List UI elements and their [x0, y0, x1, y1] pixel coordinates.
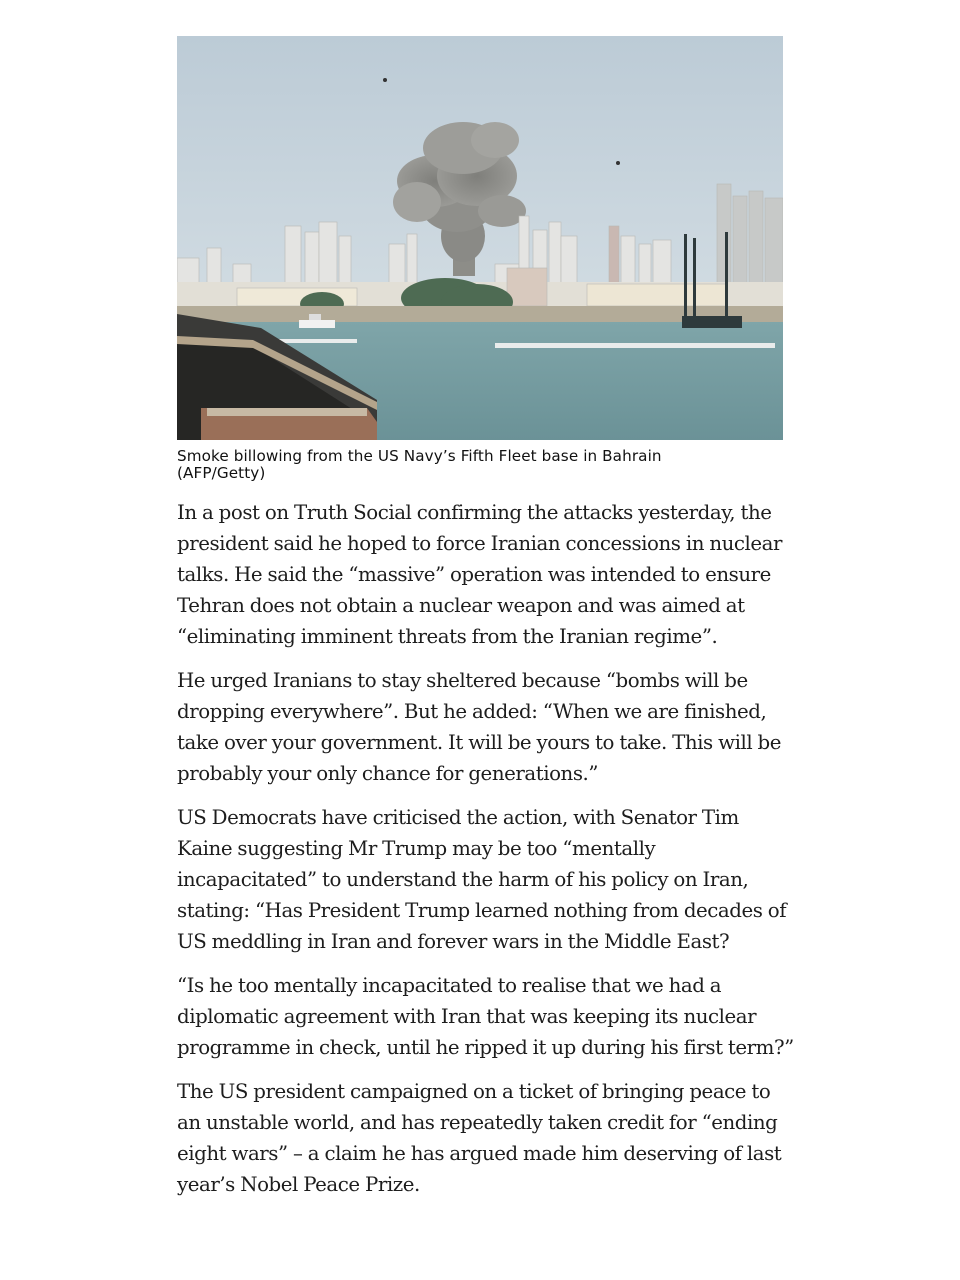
article-body	[177, 36, 794, 1213]
bird	[383, 78, 387, 82]
paragraph-4	[177, 970, 794, 1063]
paragraph-1	[177, 497, 783, 652]
text-line: “eliminating imminent threats from the Iranian regime”.	[177, 625, 718, 648]
text-line: US Democrats have criticised the action, with Senator Tim	[177, 806, 739, 829]
text-line: president said he hoped to force Iranian concessions in nuclear	[177, 532, 783, 555]
text-line: Tehran does not obtain a nuclear weapon and was aimed at	[177, 594, 745, 617]
text-line: stating: “Has President Trump learned nothing from decades of	[177, 899, 787, 922]
text-line: “Is he too mentally incapacitated to realise that we had a	[177, 974, 722, 997]
paragraph-5	[177, 1076, 783, 1200]
text-line: dropping everywhere”. But he added: “When we are finished,	[177, 700, 767, 723]
text-line: In a post on Truth Social confirming the attacks yesterday, the	[177, 501, 772, 524]
caption-credit: (AFP/Getty)	[177, 464, 266, 482]
text-line: diplomatic agreement with Iran that was keeping its nuclear	[177, 1005, 757, 1028]
caption-text: Smoke billowing from the US Navy’s Fifth Fleet base in Bahrain	[177, 447, 662, 465]
text-line: Kaine suggesting Mr Trump may be too “mentally	[177, 837, 656, 860]
text-line: US meddling in Iran and forever wars in the Middle East?	[177, 930, 730, 953]
text-line: He urged Iranians to stay sheltered because “bombs will be	[177, 669, 748, 692]
article-figure	[177, 36, 783, 482]
text-line: incapacitated” to understand the harm of his policy on Iran,	[177, 868, 749, 891]
text-line: programme in check, until he ripped it up during his first term?”	[177, 1036, 794, 1059]
text-line: eight wars” – a claim he has argued made him deserving of last	[177, 1142, 782, 1165]
text-line: an unstable world, and has repeatedly taken credit for “ending	[177, 1111, 778, 1134]
text-line: year’s Nobel Peace Prize.	[177, 1173, 420, 1196]
text-line: probably your only chance for generations.”	[177, 762, 599, 785]
bird	[616, 161, 620, 165]
article-text	[177, 497, 794, 1200]
paragraph-3	[177, 802, 787, 957]
figure-caption	[177, 448, 783, 482]
text-line: talks. He said the “massive” operation was intended to ensure	[177, 563, 771, 586]
text-line: take over your government. It will be yours to take. This will be	[177, 731, 782, 754]
text-line: The US president campaigned on a ticket of bringing peace to	[177, 1080, 771, 1103]
bahrain-harbour-smoke-photo	[177, 36, 783, 440]
paragraph-2	[177, 665, 783, 789]
